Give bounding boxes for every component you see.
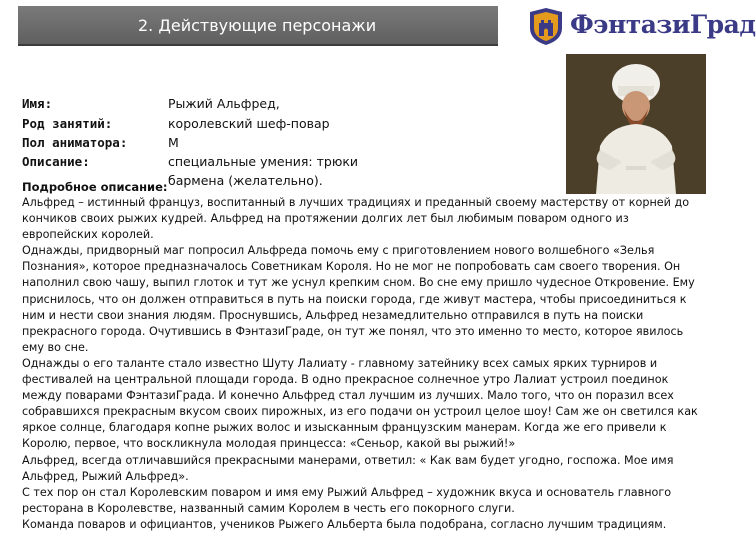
paragraph: Альфред – истинный француз, воспитанный в лучших традициях и преданный своему мастерству от корней до кончиков своих рыжих кудрей. Альфред на протяжении долгих лет был любимым поваром одного из европейских королей.: [22, 196, 690, 242]
paragraph: Однажды, придворный маг попросил Альфреда помочь ему с приготовлением нового волшебного «Зелья Познания», которое предназначалось Советникам Короля. Но не мог не попробовать сам своего творения. Он наполнил свою чашу, выпил глоток и тут же уснул крепким сном. Во сне ему пришло чудесное Откровение. Ему приснилось, что он должен отправиться в путь на поиски города, где живут мастера, чтобы присоединиться к ним и нести свои знания людям. Проснувшись, Альфред незамедлительно отправился в путь на поиски прекрасного города. Очутившись в ФэнтазиГраде, он тут же понял, что это именно то место, которое явилось ему во сне.: [22, 244, 695, 354]
field-label: Имя:: [22, 96, 53, 111]
field-label: Описание:: [22, 154, 90, 169]
logo-text: ФэнтазиГрад: [570, 10, 756, 39]
paragraph: Альфред, всегда отличавшийся прекрасными манерами, ответил: « Как вам будет угодно, госпожа. Мое имя Альфред, Рыжий Альфред».: [22, 453, 674, 483]
field-value: бармена (желательно).: [168, 173, 323, 188]
field-value: специальные умения: трюки: [168, 154, 359, 169]
paragraph: Команда поваров и официантов, учеников Рыжего Альберта была подобрана, согласно лучшим традициям.: [22, 517, 667, 531]
paragraph: Однажды о его таланте стало известно Шуту Лалиату - главному затейнику всех самых ярких турниров и фестивалей на центральной площади города. В одно прекрасное солнечное утро Лалиат устроил поединок между поварами ФэнтазиГрада. И конечно Альфред стал лучшим из лучших. Мало того, что он поразил всех собравшихся прекрасным вкусом своих пирожных, из его подачи он устроил целое шоу! Сам же он светился как яркое солнце, благодаря копне рыжих волос и изысканным французским манерам. Когда же его привели к Королю, первое, что воскликнула молодая принцесса: «Сеньор, какой вы рыжий!»: [22, 356, 698, 451]
castle-emblem-icon: [526, 6, 566, 46]
logo: [526, 6, 756, 44]
slide-title: 2. Действующие персонажи: [138, 16, 377, 35]
field-value: М: [168, 135, 179, 150]
chef-portrait-photo: [566, 54, 706, 194]
detail-label: Подробное описание:: [22, 180, 168, 194]
field-value: королевский шеф-повар: [168, 116, 330, 131]
field-label: Род занятий:: [22, 116, 113, 131]
description-body: [22, 195, 706, 533]
paragraph: С тех пор он стал Королевским поваром и имя ему Рыжий Альфред – художник вкуса и основатель главного ресторана в Королевстве, названный самим Королем в честь его покорного слуги.: [22, 485, 672, 515]
field-value: Рыжий Альфред,: [168, 96, 280, 111]
field-label: Пол аниматора:: [22, 135, 128, 150]
